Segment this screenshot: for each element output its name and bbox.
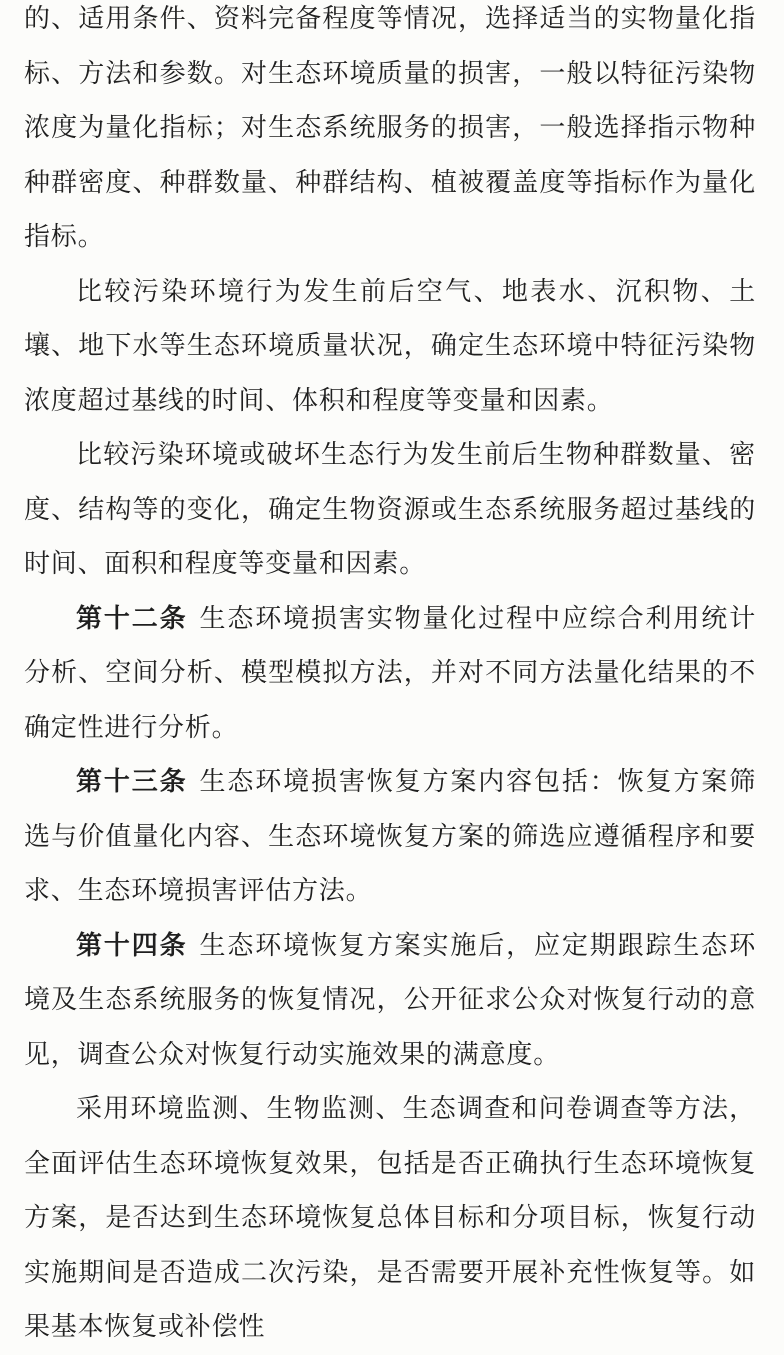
paragraph-text: 生态环境损害实物量化过程中应综合利用统计分析、空间分析、模型模拟方法，并对不同方法量化结果的不确定性进行分析。: [24, 603, 756, 743]
paragraph-text: 的、适用条件、资料完备程度等情况，选择适当的实物量化指标、方法和参数。对生态环境质量的损害，一般以特征污染物浓度为量化指标；对生态系统服务的损害，一般选择指示物种种群密度、种群数量、种群结构、植被覆盖度等指标作为量化指标。: [24, 4, 756, 252]
paragraph-text: 采用环境监测、生物监测、生态调查和问卷调查等方法，全面评估生态环境恢复效果，包括是否正确执行生态环境恢复方案，是否达到生态环境恢复总体目标和分项目标，恢复行动实施期间是否造成二次污染，是否需要开展补充性恢复等。如果基本恢复或补偿性: [24, 1094, 756, 1342]
paragraph-text: 生态环境恢复方案实施后，应定期跟踪生态环境及生态系统服务的恢复情况，公开征求公众对恢复行动的意见，调查公众对恢复行动实施效果的满意度。: [24, 930, 756, 1070]
article-heading: 第十二条: [76, 603, 188, 634]
paragraph-text: 比较污染环境或破坏生态行为发生前后生物种群数量、密度、结构等的变化，确定生物资源或生态系统服务超过基线的时间、面积和程度等变量和因素。: [24, 440, 756, 579]
paragraph-baseline-biology: [24, 428, 756, 592]
paragraph-baseline-environment: [24, 265, 756, 429]
paragraph-text: 比较污染环境行为发生前后空气、地表水、沉积物、土壤、地下水等生态环境质量状况，确定生态环境中特征污染物浓度超过基线的时间、体积和程度等变量和因素。: [24, 276, 756, 416]
article-13: [24, 755, 756, 919]
article-heading: 第十三条: [76, 767, 188, 797]
article-12: [24, 592, 756, 756]
paragraph-evaluation: [24, 1082, 756, 1355]
paragraph-text: 生态环境损害恢复方案内容包括：恢复方案筛选与价值量化内容、生态环境恢复方案的筛选应遵循程序和要求、生态环境损害评估方法。: [24, 767, 756, 906]
article-14: [24, 919, 756, 1083]
article-heading: 第十四条: [76, 930, 188, 961]
paragraph-continuation: [24, 0, 756, 265]
